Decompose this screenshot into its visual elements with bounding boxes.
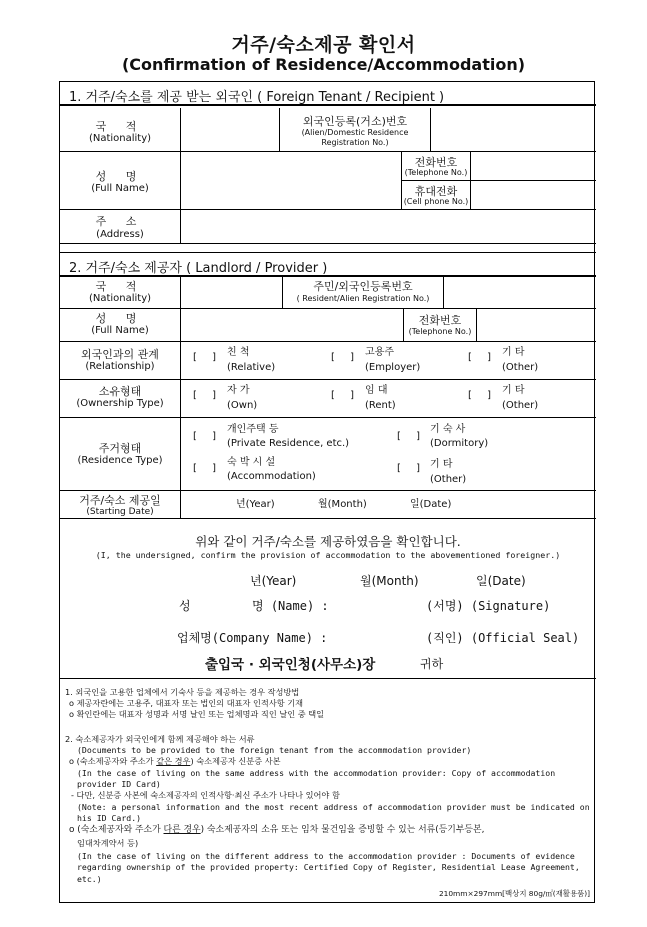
note2-c-en2: regarding ownership of the provided property: Certified Copy of Register, Residential Lease Agreement, [77, 862, 580, 872]
confirm-day-label: 일(Date) [476, 574, 526, 588]
s1-address-label: 주 소 [95, 215, 145, 228]
starting-day-label: 일(Date) [410, 499, 452, 510]
residence-type-label: 주거형태 [98, 442, 142, 455]
ownership-other-checkbox[interactable]: [ ] [468, 390, 497, 401]
s1-phone-label: 전화번호 [414, 156, 458, 169]
form-frame [59, 81, 595, 903]
starting-year-label: 년(Year) [236, 499, 275, 510]
relationship-other-checkbox[interactable]: [ ] [468, 352, 497, 363]
s1-alien-reg-field[interactable] [431, 108, 596, 151]
confirm-month-label: 월(Month) [360, 574, 419, 588]
note2-a-en1: (In the case of living on the same address with the accommodation provider: Copy of accommodation [77, 768, 556, 778]
confirm-company-field[interactable] [335, 626, 425, 646]
relationship-relative-label: 친 척 [227, 347, 250, 358]
relationship-employer-checkbox[interactable]: [ ] [331, 352, 360, 363]
s1-address-field[interactable] [181, 210, 596, 243]
s2-name-label-en: (Full Name) [91, 325, 149, 336]
confirm-name-field[interactable] [335, 594, 425, 614]
s2-phone-label-en: (Telephone No.) [408, 327, 472, 336]
starting-date-label: 거주/숙소 제공일 [79, 494, 161, 507]
s2-nationality-label-en: (Nationality) [88, 293, 152, 304]
starting-date-label-en: (Starting Date) [86, 507, 154, 517]
s1-phone-label-en: (Telephone No.) [404, 168, 468, 177]
s2-resident-reg-field[interactable] [444, 276, 596, 308]
note2-a-same: 같은 경우 [156, 756, 191, 766]
note2-en: (Documents to be provided to the foreign tenant from the accommodation provider) [77, 745, 472, 755]
residence-dormitory-label-en: (Dormitory) [430, 438, 489, 449]
note2-c-post: ) 숙소제공자의 소유 또는 임차 물건임을 증빙할 수 있는 서류(등기부등본, [200, 825, 485, 835]
section2-heading: 2. 거주/숙소 제공자 ( Landlord / Provider ) [69, 261, 328, 276]
s1-alien-reg-label-en2: Registration No.) [321, 138, 389, 147]
s1-phone-field[interactable] [471, 152, 596, 180]
confirm-name-ko: 성 [179, 599, 191, 613]
s2-nationality-field[interactable] [181, 276, 282, 308]
note2-b-en2: his ID Card.) [77, 813, 142, 823]
s1-name-label: 성 명 [95, 170, 145, 183]
s2-phone-field[interactable] [477, 309, 596, 341]
note1-title: 1. 외국인을 고용한 업체에서 기숙사 등을 제공하는 경우 작성방법 [65, 687, 300, 697]
note2-c-en1: (In the case of living on the different address to the accommodation provider : Documents of evidence [77, 851, 575, 861]
residence-private-checkbox[interactable]: [ ] [193, 431, 222, 442]
note2-c [69, 825, 484, 836]
s1-name-label-en: (Full Name) [91, 183, 149, 194]
ownership-label: 소유형태 [98, 385, 142, 398]
note1-b: o 확인란에는 대표자 성명과 서명 날인 또는 업체명과 직인 날인 중 택일 [69, 709, 325, 719]
s2-name-field[interactable] [181, 309, 403, 341]
residence-type-label-en: (Residence Type) [77, 455, 163, 466]
note2-a-post: ) 숙소제공자 신분증 사본 [190, 756, 281, 766]
s1-name-field[interactable] [181, 152, 401, 209]
confirm-year-label: 년(Year) [250, 574, 297, 588]
note2-c-diff: 다른 경우 [163, 825, 201, 835]
s2-resident-reg-label: 주민/외국인등록번호 [313, 280, 413, 293]
s1-cell-field[interactable] [471, 181, 596, 209]
relationship-label: 외국인과의 관계 [81, 348, 159, 361]
relationship-relative-checkbox[interactable]: [ ] [193, 352, 222, 363]
residence-other-label-en: (Other) [430, 474, 467, 485]
s1-nationality-field[interactable] [181, 108, 279, 151]
s2-name-label: 성 명 [95, 312, 145, 325]
s1-cell-label-en: (Cell phone No.) [403, 197, 469, 206]
s2-resident-reg-label-en: ( Resident/Alien Registration No.) [296, 294, 430, 303]
confirm-statement: 위와 같이 거주/숙소를 제공하였음을 확인합니다. [195, 534, 461, 549]
ownership-own-checkbox[interactable]: [ ] [193, 390, 222, 401]
relationship-employer-label-en: (Employer) [365, 362, 421, 373]
s1-nationality-label: 국 적 [95, 120, 145, 133]
relationship-other-label-en: (Other) [502, 362, 539, 373]
confirm-signature-label: (서명) (Signature) [426, 599, 551, 613]
relationship-label-en: (Relationship) [85, 361, 155, 372]
s1-nationality-label-en: (Nationality) [88, 133, 152, 144]
note2-c-line2: 임대차계약서 등) [77, 838, 139, 848]
confirm-seal-label: (직인) (Official Seal) [426, 631, 580, 645]
relationship-employer-label: 고용주 [365, 347, 394, 358]
relationship-other-label: 기 타 [502, 347, 525, 358]
note1-a: o 제공자란에는 고용주, 대표자 또는 법인의 대표자 인적사항 기재 [69, 698, 304, 708]
note2-b-en1: (Note: a personal information and the most recent address of accommodation provider must be indicated on [77, 802, 590, 812]
residence-dormitory-label: 기 숙 사 [430, 424, 466, 435]
paper-spec-footer: 210mm×297mm[백상지 80g/㎡(재활용품)] [438, 889, 590, 898]
residence-dormitory-checkbox[interactable]: [ ] [397, 431, 426, 442]
note2-c-pre: o (숙소제공자와 주소가 [69, 825, 164, 835]
confirm-company-label: 업체명(Company Name) : [177, 631, 328, 645]
note2-c-en3: etc.) [77, 874, 102, 884]
ownership-other-label: 기 타 [502, 385, 525, 396]
ownership-own-label-en: (Own) [227, 400, 258, 411]
document-subtitle: (Confirmation of Residence/Accommodation) [121, 55, 526, 74]
confirm-statement-en: (I, the undersigned, confirm the provision of accommodation to the abovementioned foreigner.) [95, 550, 561, 560]
confirm-name-label: 명 (Name) : [252, 599, 329, 613]
s1-alien-reg-label: 외국인등록(거소)번호 [302, 115, 408, 128]
s2-nationality-label: 국 적 [95, 280, 145, 293]
s1-alien-reg-label-en1: (Alien/Domestic Residence [301, 128, 409, 137]
residence-other-checkbox[interactable]: [ ] [397, 463, 426, 474]
note2-a [69, 756, 281, 767]
document-title: 거주/숙소제공 확인서 [231, 34, 416, 56]
starting-month-label: 월(Month) [318, 499, 367, 510]
ownership-label-en: (Ownership Type) [76, 398, 164, 409]
s1-cell-label: 휴대전화 [414, 185, 458, 198]
ownership-rent-label: 임 대 [365, 385, 388, 396]
relationship-relative-label-en: (Relative) [227, 362, 276, 373]
residence-accommodation-label: 숙 박 시 설 [227, 457, 276, 468]
note2-a-pre: o (숙소제공자와 주소가 [69, 756, 157, 766]
note2-a-en2: provider ID Card) [77, 779, 161, 789]
residence-accommodation-checkbox[interactable]: [ ] [193, 463, 222, 474]
s2-phone-label: 전화번호 [418, 314, 462, 327]
addressee: 출입국 · 외국인청(사무소)장 [205, 657, 376, 673]
ownership-own-label: 자 가 [227, 385, 250, 396]
residence-private-label: 개인주택 등 [227, 424, 279, 435]
s1-address-label-en: (Address) [96, 229, 144, 240]
residence-accommodation-label-en: (Accommodation) [227, 471, 316, 482]
residence-other-label: 기 타 [430, 459, 453, 470]
ownership-other-label-en: (Other) [502, 400, 539, 411]
divider [60, 104, 596, 106]
section1-heading: 1. 거주/숙소를 제공 받는 외국인 ( Foreign Tenant / Recipient ) [69, 90, 445, 105]
ownership-rent-label-en: (Rent) [365, 400, 396, 411]
residence-private-label-en: (Private Residence, etc.) [227, 438, 350, 449]
ownership-rent-checkbox[interactable]: [ ] [331, 390, 360, 401]
addressee-honorific: 귀하 [420, 657, 444, 671]
note2-b: - 다만, 신분증 사본에 숙소제공자의 인적사항·최신 주소가 나타나 있어야 함 [71, 790, 340, 800]
note2-title: 2. 숙소제공자가 외국인에게 함께 제공해야 하는 서류 [65, 734, 255, 744]
